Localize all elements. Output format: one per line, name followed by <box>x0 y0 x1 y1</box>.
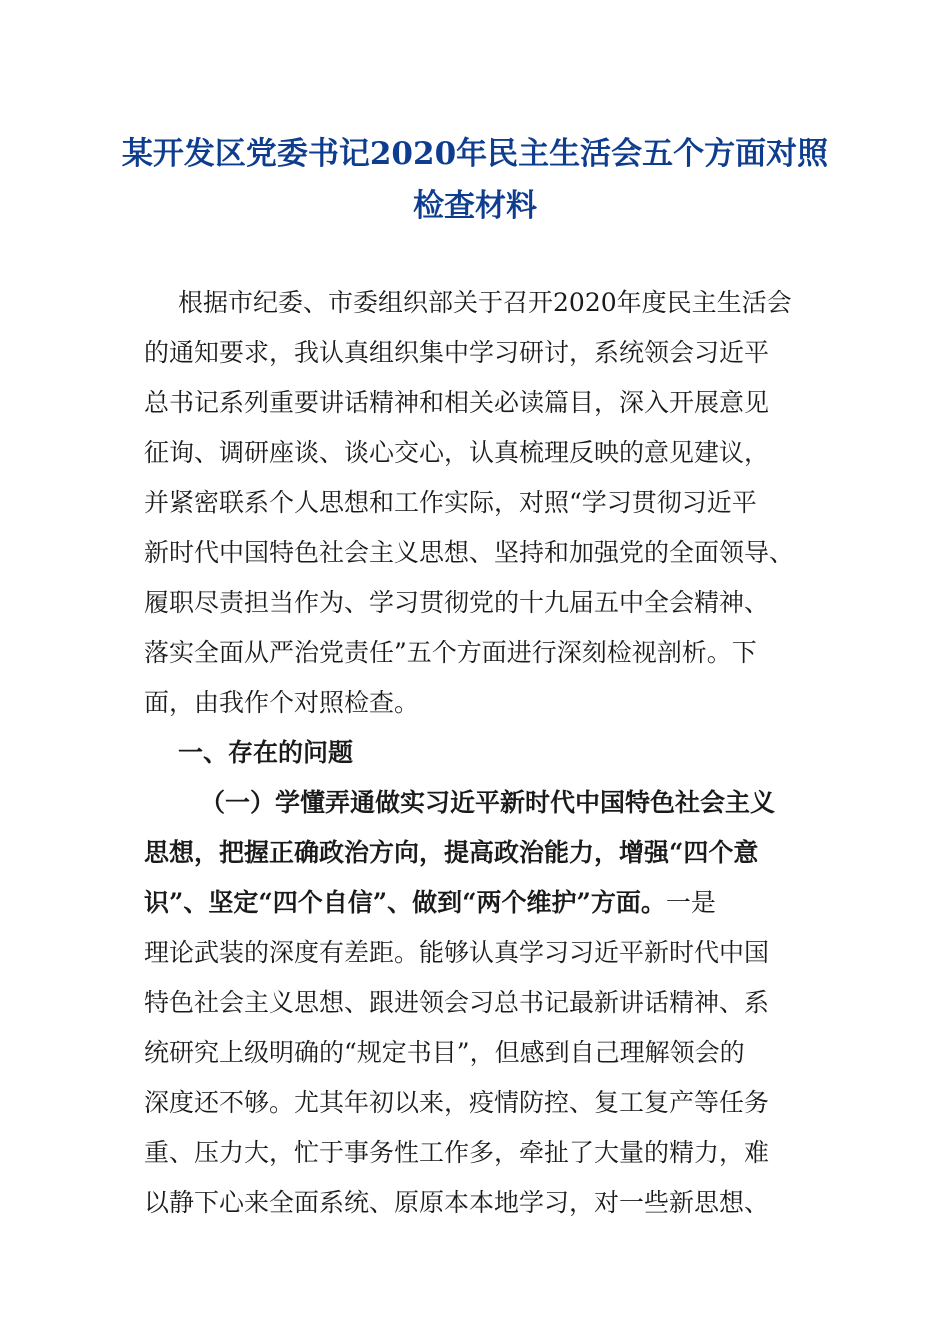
intro-paragraph <box>144 278 806 728</box>
subsection-heading-line: 思想，把握正确政治方向，提高政治能力，增强“四个意 <box>144 838 759 867</box>
paragraph-line: 总书记系列重要讲话精神和相关必读篇目，深入开展意见 <box>144 388 770 417</box>
subsection-heading-line: （一）学懂弄通做实习近平新时代中国特色社会主义 <box>200 788 776 817</box>
title-line-2: 检查材料 <box>413 188 537 224</box>
title-line-1: 某开发区党委书记2020年民主生活会五个方面对照 <box>121 136 829 172</box>
paragraph-line: 根据市纪委、市委组织部关于召开2020年度民主生活会 <box>178 288 792 317</box>
document-title <box>110 128 840 232</box>
paragraph-line: 理论武装的深度有差距。能够认真学习习近平新时代中国 <box>144 938 770 967</box>
paragraph-line: 特色社会主义思想、跟进领会习总书记最新讲话精神、系 <box>144 988 770 1017</box>
paragraph-line: 落实全面从严治党责任”五个方面进行深刻检视剖析。下 <box>144 638 757 667</box>
paragraph-line: 深度还不够。尤其年初以来，疫情防控、复工复产等任务 <box>144 1088 770 1117</box>
paragraph-line: 履职尽责担当作为、学习贯彻党的十九届五中全会精神、 <box>144 588 770 617</box>
mixed-line <box>144 878 806 928</box>
paragraph-line: 并紧密联系个人思想和工作实际，对照“学习贯彻习近平 <box>144 488 757 517</box>
paragraph-line: 面，由我作个对照检查。 <box>144 688 420 717</box>
paragraph-text: 一是 <box>665 888 716 917</box>
paragraph-line: 新时代中国特色社会主义思想、坚持和加强党的全面领导、 <box>144 538 795 567</box>
section-heading-text: 一、存在的问题 <box>178 738 354 767</box>
paragraph-line: 重、压力大，忙于事务性工作多，牵扯了大量的精力，难 <box>144 1138 770 1167</box>
section-heading-1 <box>144 728 806 778</box>
paragraph-line: 征询、调研座谈、谈心交心，认真梳理反映的意见建议， <box>144 438 770 467</box>
subsection-paragraph-1 <box>144 778 806 1228</box>
document-body <box>144 278 806 1228</box>
paragraph-line: 以静下心来全面系统、原原本本地学习，对一些新思想、 <box>144 1188 770 1217</box>
paragraph-line: 的通知要求，我认真组织集中学习研讨，系统领会习近平 <box>144 338 770 367</box>
paragraph-line: 统研究上级明确的“规定书目”，但感到自己理解领会的 <box>144 1038 745 1067</box>
subsection-heading-line: 识”、坚定“四个自信”、做到“两个维护”方面。 <box>144 888 666 917</box>
